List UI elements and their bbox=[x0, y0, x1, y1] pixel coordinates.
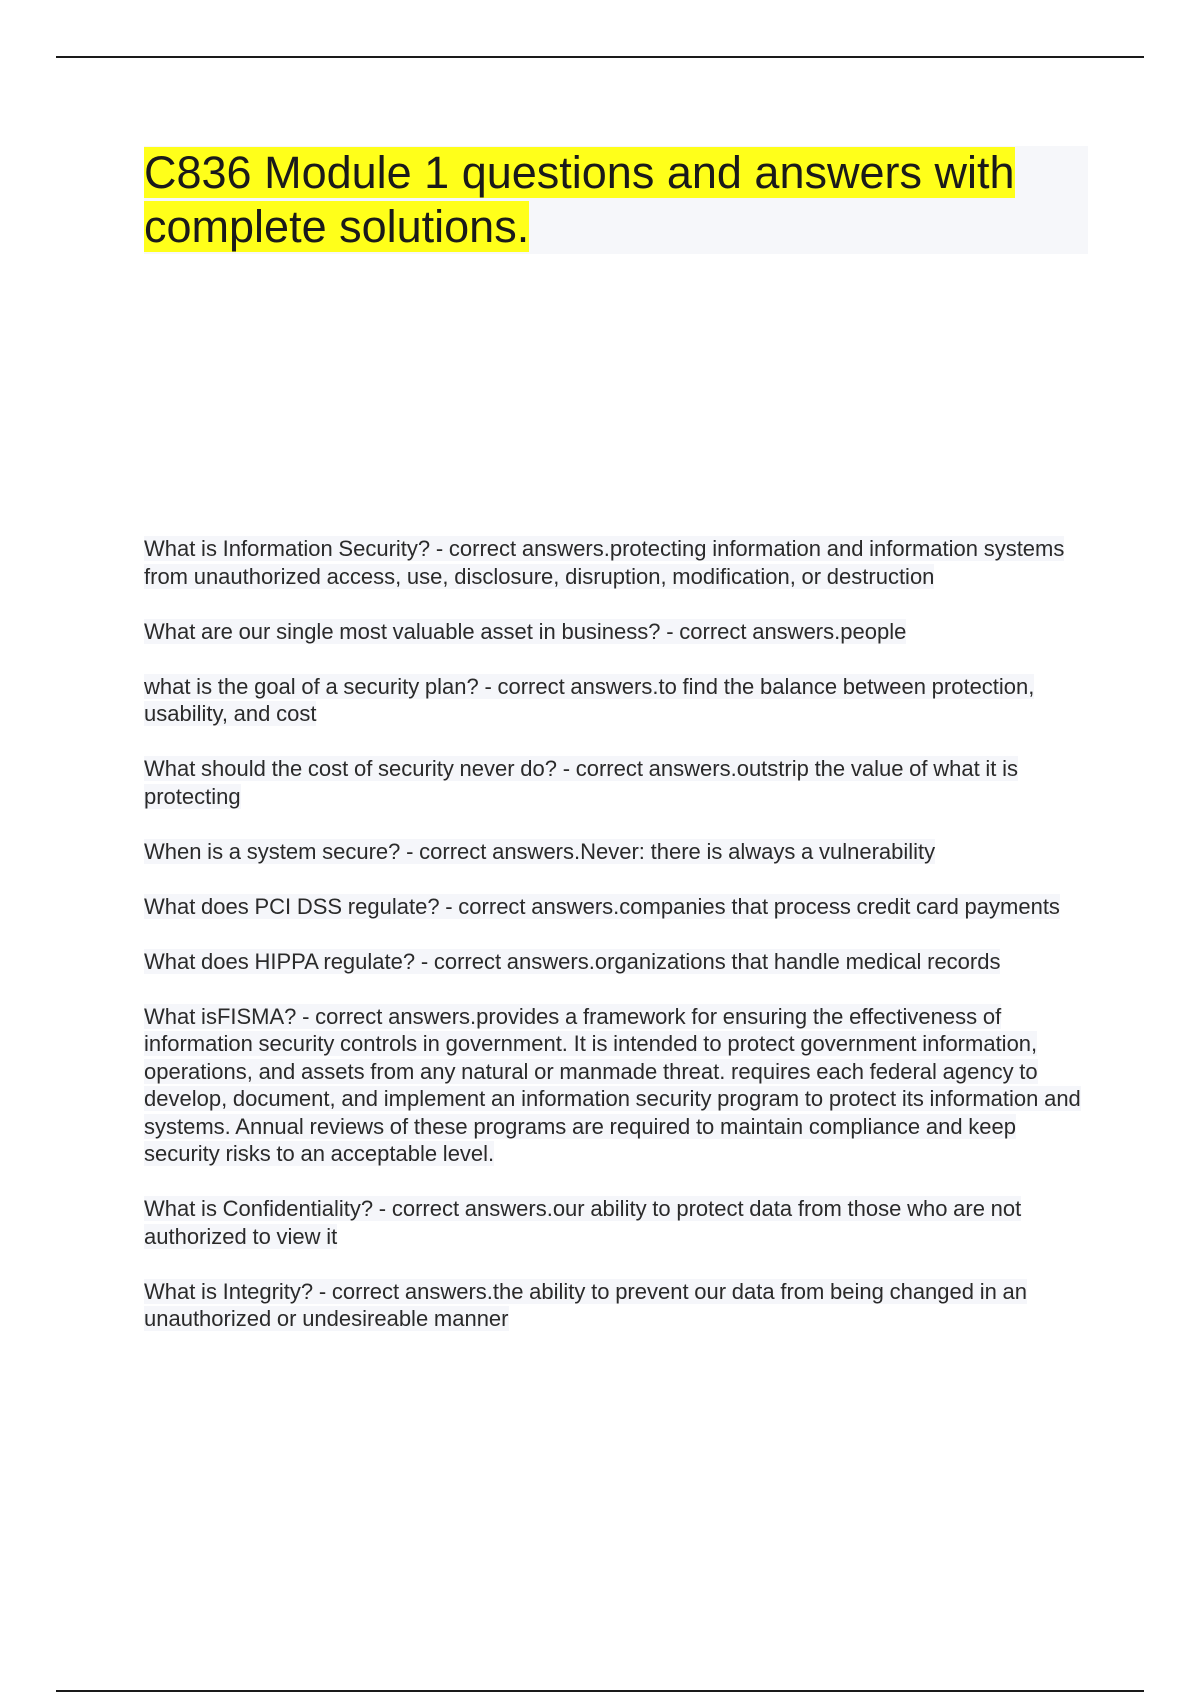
qa-text: What is Integrity? - correct answers.the ability to prevent our data from being changed in an unauthorized or undesireable manner bbox=[144, 1278, 1028, 1331]
qa-text: What are our single most valuable asset in business? - correct answers.people bbox=[144, 618, 907, 644]
title-block bbox=[144, 146, 1088, 254]
document-title bbox=[144, 146, 1088, 254]
header-rule bbox=[56, 56, 1144, 58]
qa-text: What does HIPPA regulate? - correct answers.organizations that handle medical records bbox=[144, 948, 1001, 974]
qa-item bbox=[144, 1278, 1088, 1333]
qa-item bbox=[144, 755, 1088, 810]
document-title-text: C836 Module 1 questions and answers with complete solutions. bbox=[144, 147, 1015, 252]
qa-item bbox=[144, 535, 1088, 590]
qa-text: What isFISMA? - correct answers.provides a framework for ensuring the effectiveness of information security controls in government. It is intended to protect government information, operations, and assets from any natural or manmade threat. requires each federal agency to develop, document, and implement an information security program to protect its information and systems. Annual reviews of these programs are required to maintain compliance and keep security risks to an acceptable level. bbox=[144, 1003, 1081, 1166]
qa-text: What should the cost of security never do? - correct answers.outstrip the value of what it is protecting bbox=[144, 756, 1019, 809]
qa-item bbox=[144, 948, 1088, 976]
qa-item bbox=[144, 673, 1088, 728]
qa-text: What is Confidentiality? - correct answers.our ability to protect data from those who are not authorized to view it bbox=[144, 1196, 1022, 1249]
qa-item bbox=[144, 893, 1088, 921]
qa-list bbox=[144, 535, 1088, 1360]
qa-item bbox=[144, 1003, 1088, 1168]
qa-item bbox=[144, 618, 1088, 646]
qa-item bbox=[144, 838, 1088, 866]
qa-text: What is Information Security? - correct answers.protecting information and information systems from unauthorized access, use, disclosure, disruption, modification, or destruction bbox=[144, 536, 1065, 589]
qa-text: what is the goal of a security plan? - correct answers.to find the balance between protection, usability, and cost bbox=[144, 673, 1035, 726]
qa-text: When is a system secure? - correct answers.Never: there is always a vulnerability bbox=[144, 838, 936, 864]
qa-text: What does PCI DSS regulate? - correct answers.companies that process credit card payments bbox=[144, 893, 1060, 919]
footer-rule bbox=[56, 1690, 1144, 1692]
qa-item bbox=[144, 1195, 1088, 1250]
